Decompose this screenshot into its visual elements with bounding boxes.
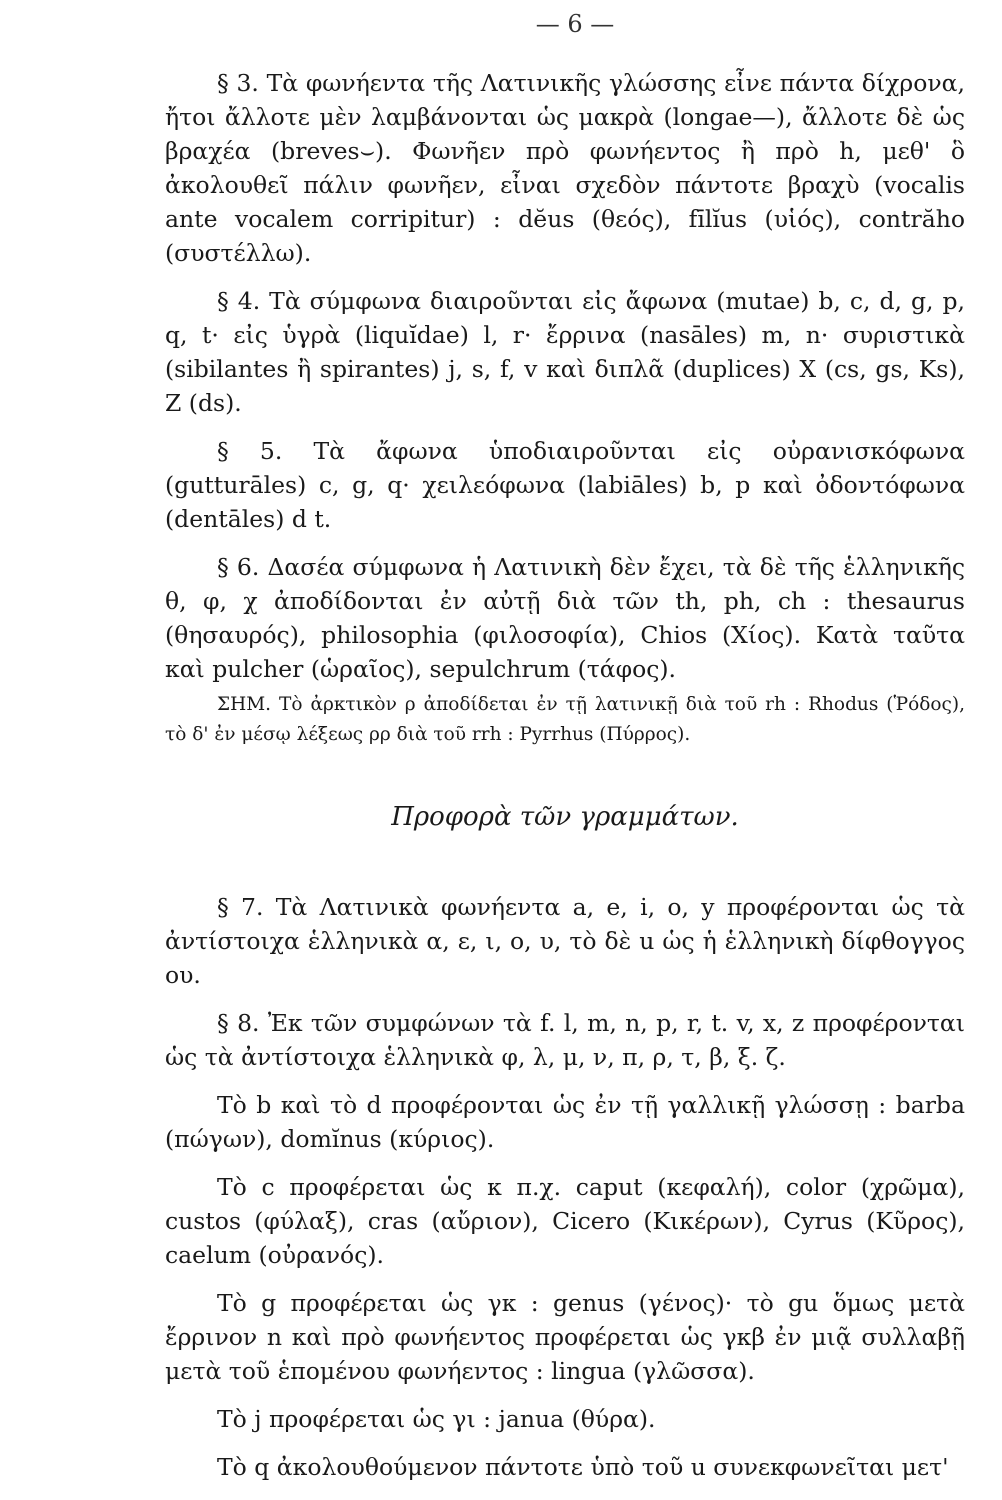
page-body [165, 66, 965, 1484]
section-3-paragraph: § 3. Τὰ φωνήεντα τῆς Λατινικῆς γλώσσης εἶνε πάντα δίχρονα, ἤτοι ἄλλοτε μὲν λαμβάνονται ὡς μακρὰ (longae—), ἄλλοτε δὲ ὡς βραχέα (breves⌣). Φωνῆεν πρὸ φωνήεντος ἢ πρὸ h, μεθ' ὃ ἀκολουθεῖ πάλιν φωνῆεν, εἶναι σχεδὸν πάντοτε βραχὺ (vocalis ante vocalem corripitur) : dĕus (θεός), fīlĭus (υἱός), contrăho (συστέλλω). [165, 69, 965, 267]
section-8-paragraph: § 8. Ἐκ τῶν συμφώνων τὰ f. l, m, n, p, r, t. v, x, z προφέρονται ὡς τὰ ἀντίστοιχα ἑλληνικὰ φ, λ, μ, ν, π, ρ, τ, β, ξ. ζ. [165, 1009, 965, 1071]
c-paragraph: Τὸ c προφέρεται ὡς κ π.χ. caput (κεφαλή), color (χρῶμα), custos (φύλαξ), cras (αὔριον), Cicero (Κικέρων), Cyrus (Κῦρος), caelum (οὐρανός). [165, 1173, 965, 1269]
section-7-paragraph: § 7. Τὰ Λατινικὰ φωνήεντα a, e, i, o, y προφέρονται ὡς τὰ ἀντίστοιχα ἑλληνικὰ α, ε, ι, ο, υ, τὸ δὲ u ὡς ἡ ἑλληνικὴ δίφθογγος ου. [165, 893, 965, 989]
b-d-paragraph: Τὸ b καὶ τὸ d προφέρονται ὡς ἐν τῇ γαλλικῇ γλώσσῃ : barba (πώγων), domĭnus (κύριος). [165, 1091, 965, 1153]
section-4-paragraph: § 4. Τὰ σύμφωνα διαιροῦνται εἰς ἄφωνα (mutae) b, c, d, g, p, q, t· εἰς ὑγρὰ (liquĭdae) l, r· ἔρρινα (nasāles) m, n· συριστικὰ (sibilantes ἢ spirantes) j, s, f, v καὶ διπλᾶ (duplices) X (cs, gs, Ks), Z (ds). [165, 287, 965, 417]
section-5-paragraph: § 5. Τὰ ἄφωνα ὑποδιαιροῦνται εἰς οὐρανισκόφωνα (gutturāles) c, g, q· χειλεόφωνα (labiāles) b, p καὶ ὀδοντόφωνα (dentāles) d t. [165, 437, 965, 533]
page-number: — 6 — [535, 10, 615, 38]
section-6-paragraph: § 6. Δασέα σύμφωνα ἡ Λατινικὴ δὲν ἔχει, τὰ δὲ τῆς ἑλληνικῆς θ, φ, χ ἀποδίδονται ἐν αὐτῇ διὰ τῶν th, ph, ch : thesaurus (θησαυρός), philosophia (φιλοσοφία), Chios (Χίος). Κατὰ ταῦτα καὶ pulcher (ὡραῖος), sepulchrum (τάφος). [165, 553, 965, 683]
q-paragraph: Τὸ q ἀκολουθούμενον πάντοτε ὑπὸ τοῦ u συνεκφωνεῖται μετ' [217, 1453, 949, 1481]
j-paragraph: Τὸ j προφέρεται ὡς γι : janua (θύρα). [217, 1405, 656, 1433]
g-paragraph: Τὸ g προφέρεται ὡς γκ : genus (γένος)· τὸ gu ὅμως μετὰ ἔρρινον n καὶ πρὸ φωνήεντος προφέρεται ὡς γκβ ἐν μιᾷ συλλαβῇ μετὰ τοῦ ἑπομένου φωνήεντος : lingua (γλῶσσα). [165, 1289, 965, 1385]
note-paragraph: ΣΗΜ. Τὸ ἀρκτικὸν ρ ἀποδίδεται ἐν τῇ λατινικῇ διὰ τοῦ rh : Rhodus (Ῥόδος), τὸ δ' ἐν μέσῳ λέξεως ρρ διὰ τοῦ rrh : Pyrrhus (Πύρρος). [165, 694, 965, 745]
section-heading: Προφορὰ τῶν γραμμάτων. [391, 802, 739, 832]
